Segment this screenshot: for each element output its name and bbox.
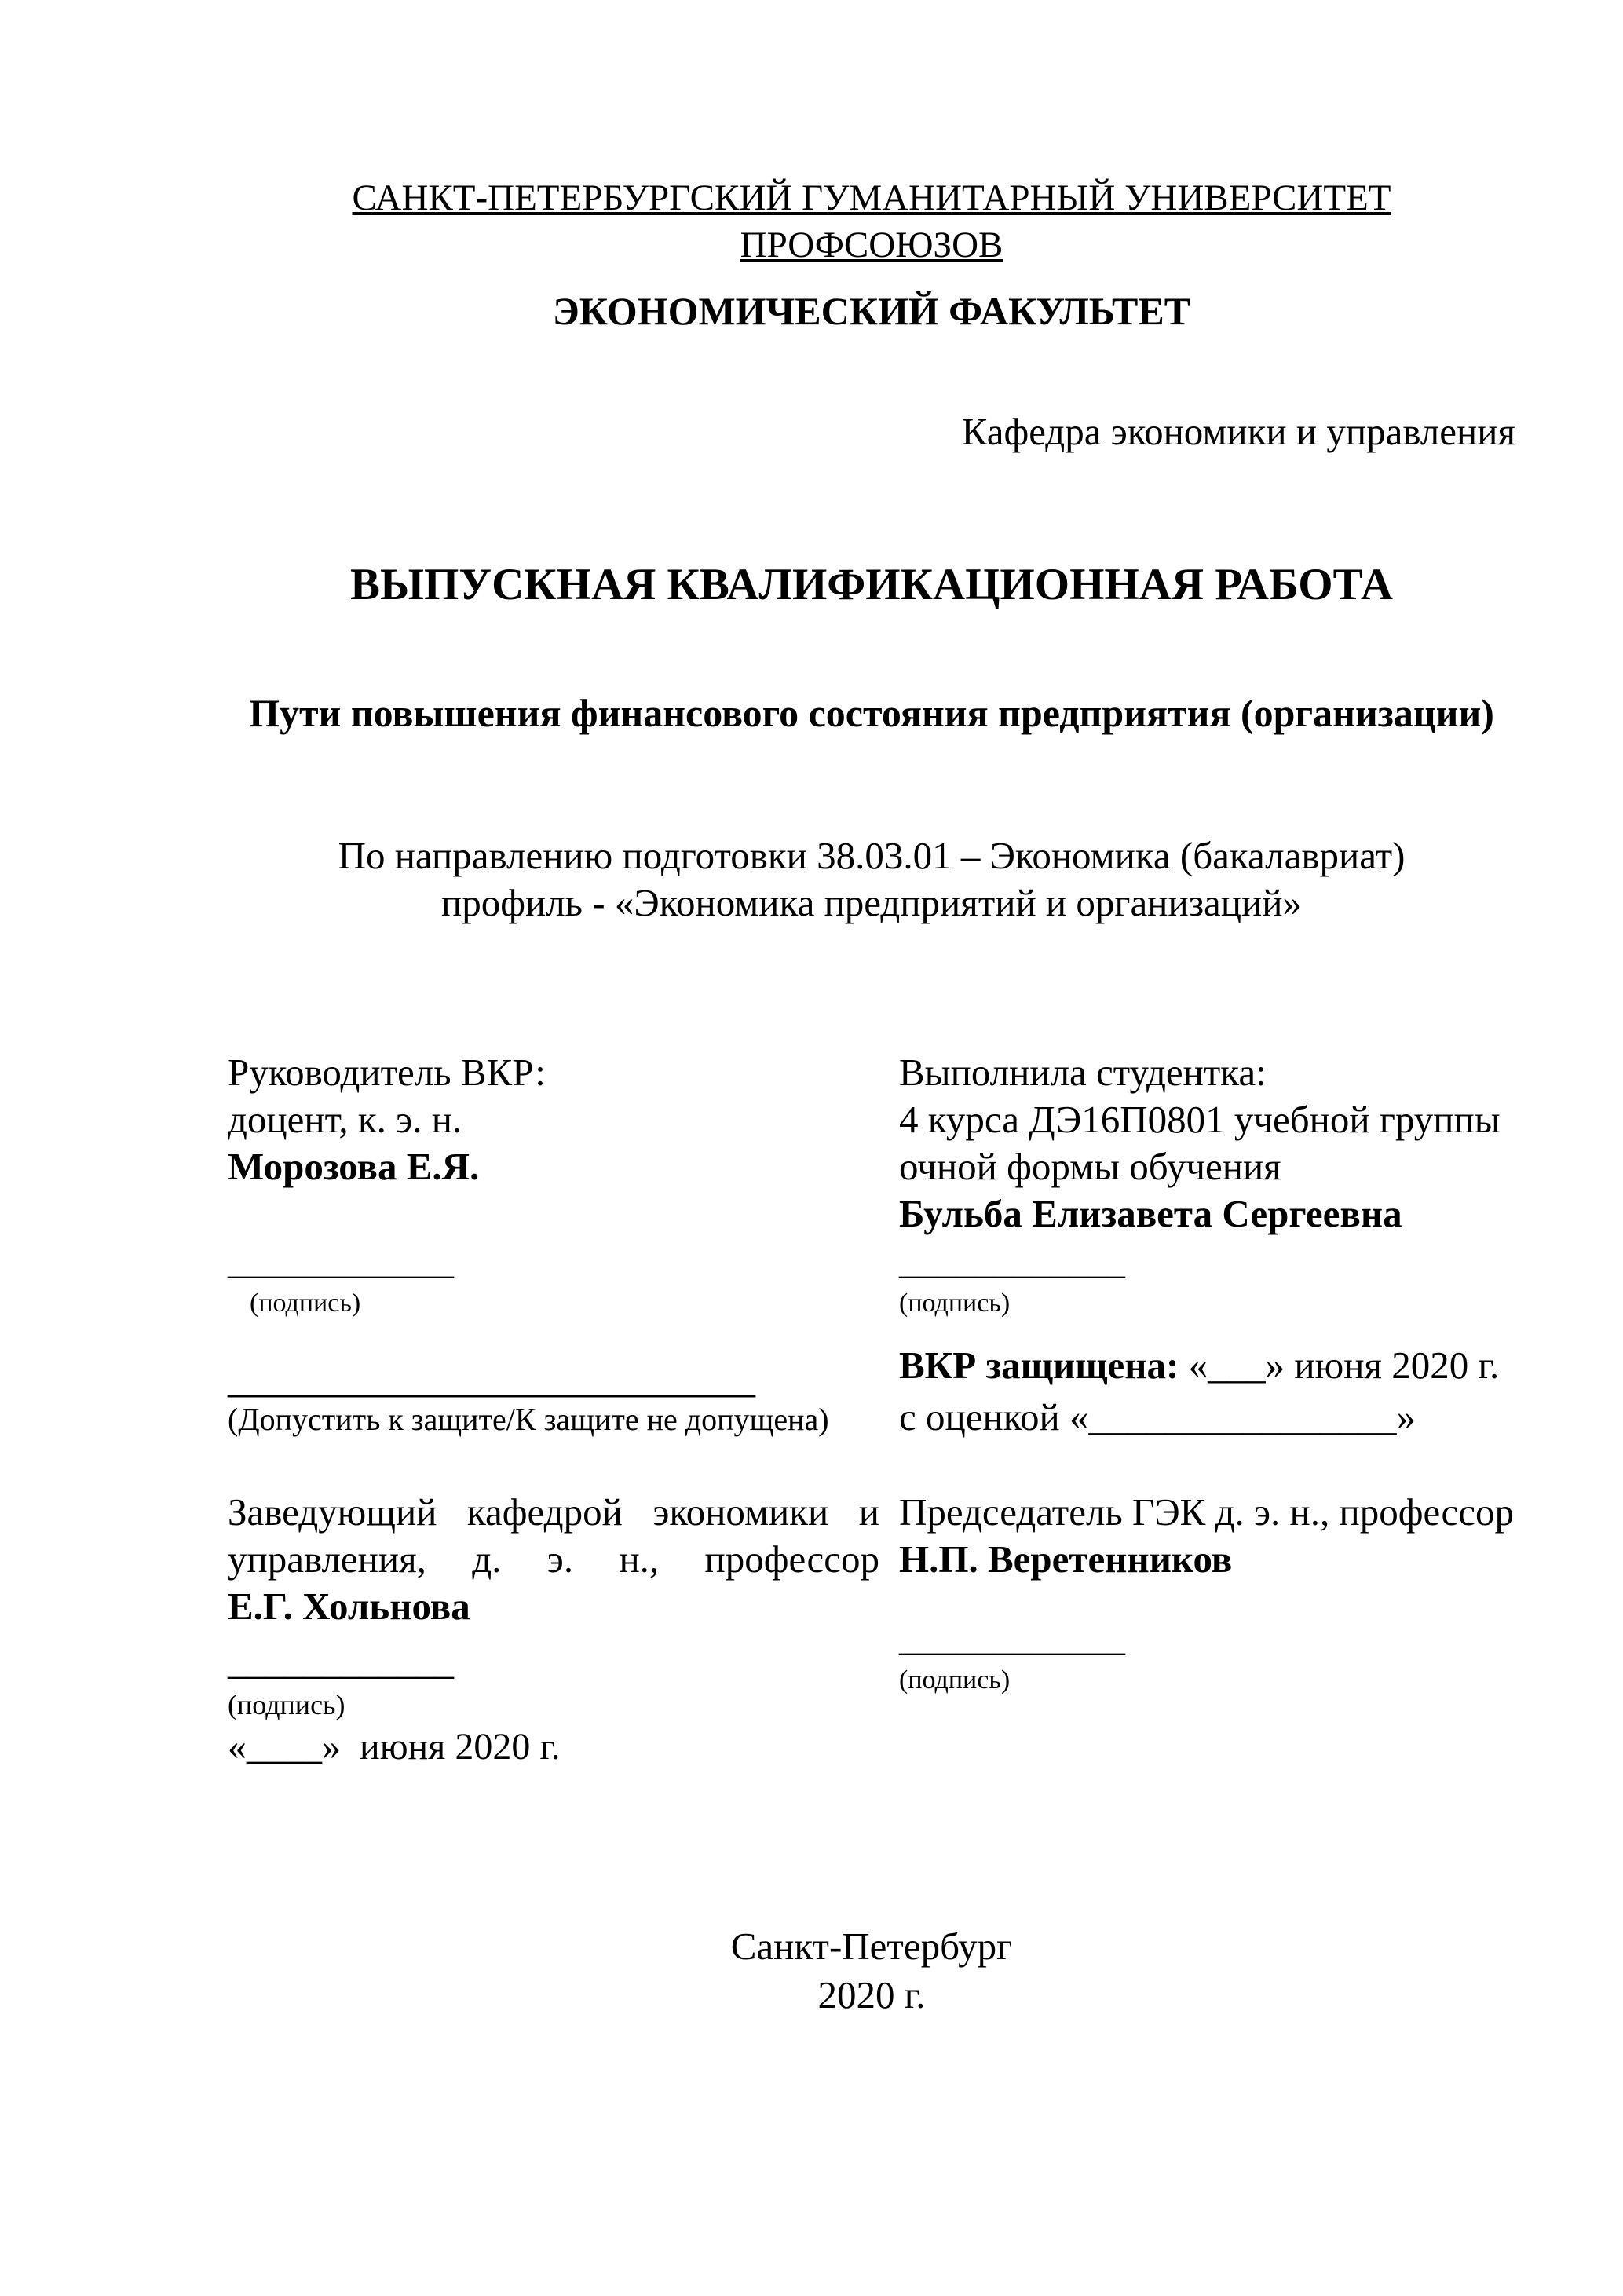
supervisor-name: Морозова Е.Я. <box>228 1145 480 1188</box>
supervisor-label: Руководитель ВКР: <box>228 1051 546 1094</box>
student-name: Бульба Елизавета Сергеевна <box>899 1192 1402 1235</box>
student-block <box>899 1049 1531 1238</box>
signature-line: ____________ <box>228 1641 454 1683</box>
city-line: Санкт-Петербург <box>730 1925 1013 1968</box>
signature-caption: (подпись) <box>228 1689 345 1720</box>
gek-chair-label: Председатель ГЭК д. э. н., профессор <box>899 1490 1514 1534</box>
defense-date-line <box>899 1340 1531 1391</box>
work-type-title: ВЫПУСКНАЯ КВАЛИФИКАЦИОННАЯ РАБОТА <box>349 560 1393 609</box>
defense-date-rest: «___» июня 2020 г. <box>1179 1344 1500 1387</box>
direction-line-1: По направлению подготовки 38.03.01 – Экономика (бакалавриат) <box>338 834 1406 877</box>
department-head-line-2: управления, д. э. н., профессор <box>228 1537 879 1581</box>
defense-label: ВКР защищена: <box>899 1344 1179 1387</box>
admission-block <box>228 1358 879 1437</box>
supervisor-degree: доцент, к. э. н. <box>228 1098 462 1141</box>
faculty-title: ЭКОНОМИЧЕСКИЙ ФАКУЛЬТЕТ <box>552 289 1191 333</box>
city-year-block <box>228 1922 1515 2020</box>
department-line: Кафедра экономики и управления <box>961 410 1515 453</box>
gek-chair-block <box>899 1489 1531 1583</box>
university-header: САНКТ-ПЕТЕРБУРГСКИЙ ГУМАНИТАРНЫЙ УНИВЕРСИТЕТ ПРОФСОЮЗОВ <box>352 177 1391 265</box>
signature-line: ____________ <box>228 1241 454 1282</box>
signature-caption: (подпись) <box>250 1289 361 1318</box>
department-head-signature-block <box>228 1638 879 1771</box>
department-head-date: «____» июня 2020 г. <box>228 1726 561 1768</box>
signature-caption: (подпись) <box>899 1289 1011 1318</box>
gek-chair-signature-block <box>899 1614 1531 1698</box>
supervisor-block <box>228 1049 879 1190</box>
thesis-title: Пути повышения финансового состояния предприятия (организации) <box>249 691 1494 735</box>
defense-grade-line: с оценкой «________________» <box>899 1395 1416 1439</box>
signature-line: ____________ <box>899 1241 1125 1282</box>
supervisor-signature-block <box>228 1238 879 1321</box>
gek-chair-name: Н.П. Веретенников <box>899 1537 1233 1581</box>
defense-block <box>899 1340 1531 1443</box>
year-line: 2020 г. <box>817 1973 926 2016</box>
signature-line: ____________ <box>899 1618 1125 1659</box>
student-group: 4 курса ДЭ16П0801 учебной группы <box>899 1098 1501 1141</box>
signature-caption: (подпись) <box>899 1665 1011 1695</box>
student-signature-block <box>899 1238 1531 1321</box>
admission-caption: (Допустить к защите/К защите не допущена) <box>228 1402 829 1437</box>
department-head-line-1: Заведующий кафедрой экономики и <box>228 1490 879 1534</box>
department-head-name: Е.Г. Хольнова <box>228 1585 470 1628</box>
direction-line-2: профиль - «Экономика предприятий и организаций» <box>441 881 1302 924</box>
department-head-block <box>228 1489 879 1630</box>
direction-block <box>228 832 1515 927</box>
student-label: Выполнила студентка: <box>899 1051 1267 1094</box>
admission-line: ____________________________ <box>228 1359 755 1401</box>
student-form: очной формы обучения <box>899 1145 1281 1188</box>
